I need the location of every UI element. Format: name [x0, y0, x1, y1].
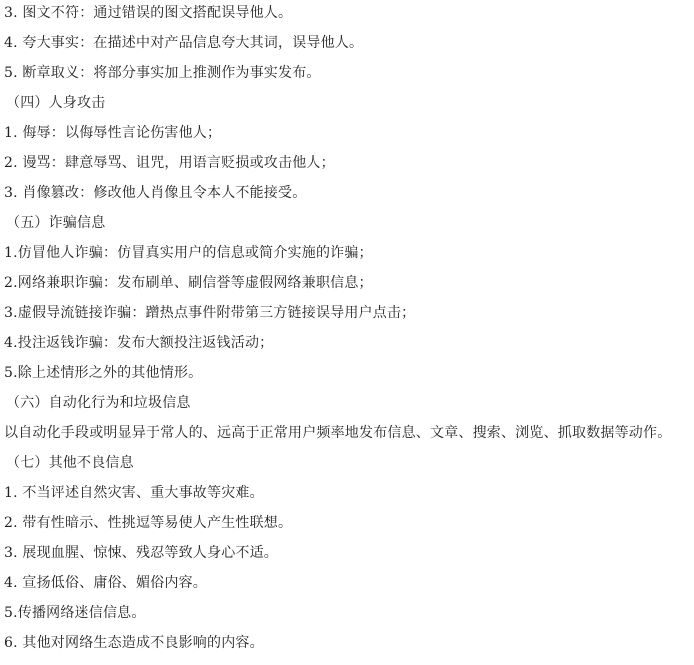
list-item: 5.除上述情形之外的其他情形。 — [4, 365, 203, 381]
list-item: 4.投注返钱诈骗：发布大额投注返钱活动； — [4, 335, 274, 351]
list-item: 1.仿冒他人诈骗：仿冒真实用户的信息或简介实施的诈骗； — [4, 245, 373, 261]
list-item: 1. 侮辱：以侮辱性言论伤害他人； — [4, 125, 222, 141]
list-item: 4. 宣扬低俗、庸俗、媚俗内容。 — [4, 575, 208, 591]
list-item: 2. 谩骂：肆意辱骂、诅咒，用语言贬损或攻击他人； — [4, 155, 335, 171]
section-heading: （四）人身攻击 — [6, 95, 106, 111]
list-item: 1. 不当评述自然灾害、重大事故等灾难。 — [4, 485, 264, 501]
section-heading: （七）其他不良信息 — [6, 455, 134, 471]
paragraph: 以自动化手段或明显异于常人的、远高于正常用户频率地发布信息、文章、搜索、浏览、抓取数据等动作。 — [4, 425, 672, 441]
list-item: 3. 图文不符：通过错误的图文搭配误导他人。 — [4, 5, 293, 21]
list-item: 5. 断章取义：将部分事实加上推测作为事实发布。 — [4, 65, 321, 81]
section-heading: （六）自动化行为和垃圾信息 — [6, 395, 191, 411]
list-item: 4. 夸大事实：在描述中对产品信息夸大其词，误导他人。 — [4, 35, 364, 51]
list-item: 6. 其他对网络生态造成不良影响的内容。 — [4, 635, 264, 651]
list-item: 2.网络兼职诈骗：发布刷单、刷信誉等虚假网络兼职信息； — [4, 275, 373, 291]
list-item: 3. 肖像篡改：修改他人肖像且令本人不能接受。 — [4, 185, 307, 201]
section-heading: （五）诈骗信息 — [6, 215, 106, 231]
list-item: 3. 展现血腥、惊悚、残忍等致人身心不适。 — [4, 545, 279, 561]
list-item: 5.传播网络迷信信息。 — [4, 605, 146, 621]
list-item: 3.虚假导流链接诈骗：蹭热点事件附带第三方链接误导用户点击； — [4, 305, 416, 321]
list-item: 2. 带有性暗示、性挑逗等易使人产生性联想。 — [4, 515, 293, 531]
